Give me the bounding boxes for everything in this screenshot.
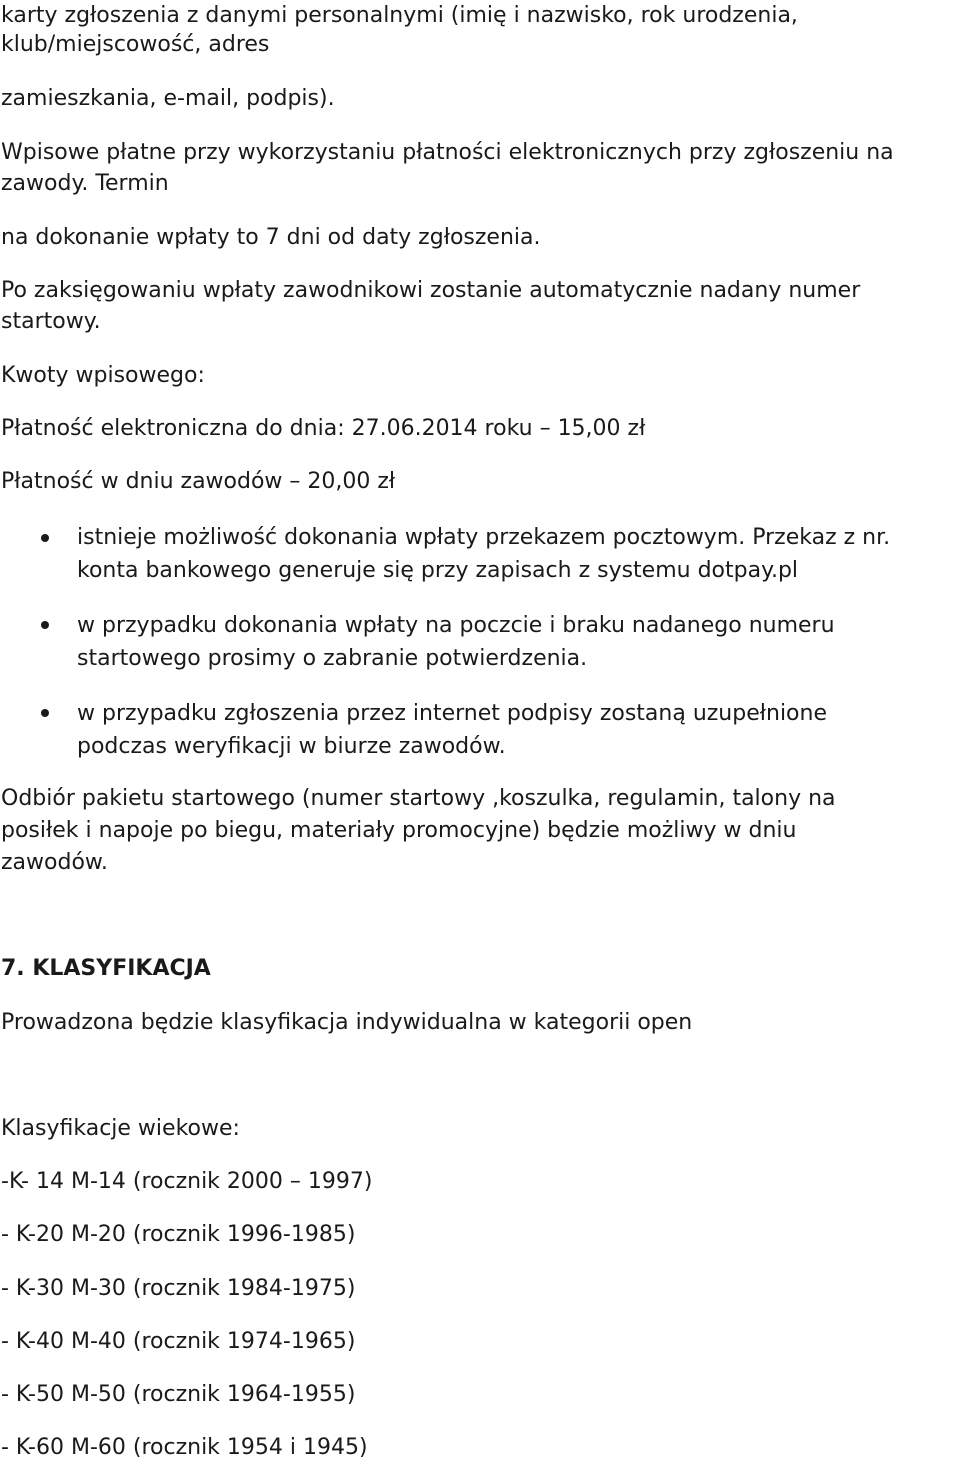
age-category-item: - K-60 M-60 (rocznik 1954 i 1945) bbox=[1, 1435, 368, 1460]
paragraph-line: karty zgłoszenia z danymi personalnymi (imię i nazwisko, rok urodzenia, bbox=[1, 3, 798, 28]
fee-online-line: Płatność elektroniczna do dnia: 27.06.2014 roku – 15,00 zł bbox=[1, 416, 646, 441]
bullet-icon bbox=[41, 709, 49, 717]
age-category-item: - K-50 M-50 (rocznik 1964-1955) bbox=[1, 1382, 356, 1407]
fees-heading: Kwoty wpisowego: bbox=[1, 363, 205, 388]
paragraph-line: zamieszkania, e-mail, podpis). bbox=[1, 86, 335, 111]
paragraph-line: klub/miejscowość, adres bbox=[1, 32, 270, 57]
list-item-text: startowego prosimy o zabranie potwierdzenia. bbox=[77, 646, 588, 671]
age-category-item: - K-40 M-40 (rocznik 1974-1965) bbox=[1, 1329, 356, 1354]
paragraph-line: zawody. Termin bbox=[1, 171, 169, 196]
bullet-icon bbox=[41, 534, 49, 542]
age-category-item: - K-20 M-20 (rocznik 1996-1985) bbox=[1, 1222, 356, 1247]
fee-onsite-line: Płatność w dniu zawodów – 20,00 zł bbox=[1, 469, 396, 494]
list-item-text: w przypadku dokonania wpłaty na poczcie i braku nadanego numeru bbox=[77, 613, 835, 638]
bullet-icon bbox=[41, 621, 49, 629]
list-item-text: podczas weryfikacji w biurze zawodów. bbox=[77, 734, 506, 759]
paragraph-line: Po zaksięgowaniu wpłaty zawodnikowi zostanie automatycznie nadany numer bbox=[1, 278, 861, 303]
paragraph-line: startowy. bbox=[1, 309, 101, 334]
paragraph-line: Odbiór pakietu startowego (numer startowy ,koszulka, regulamin, talony na bbox=[1, 786, 836, 811]
list-item-text: konta bankowego generuje się przy zapisach z systemu dotpay.pl bbox=[77, 558, 799, 583]
section-intro: Prowadzona będzie klasyfikacja indywidualna w kategorii open bbox=[1, 1010, 693, 1035]
paragraph-line: posiłek i napoje po biegu, materiały promocyjne) będzie możliwy w dniu bbox=[1, 818, 797, 843]
paragraph-line: Wpisowe płatne przy wykorzystaniu płatności elektronicznych przy zgłoszeniu na bbox=[1, 140, 894, 165]
age-category-item: - K-30 M-30 (rocznik 1984-1975) bbox=[1, 1276, 356, 1301]
paragraph-line: na dokonanie wpłaty to 7 dni od daty zgłoszenia. bbox=[1, 225, 541, 250]
age-category-item: -K- 14 M-14 (rocznik 2000 – 1997) bbox=[1, 1169, 373, 1194]
age-categories-heading: Klasyfikacje wiekowe: bbox=[1, 1116, 240, 1141]
section-heading: 7. KLASYFIKACJA bbox=[1, 956, 211, 981]
list-item-text: w przypadku zgłoszenia przez internet podpisy zostaną uzupełnione bbox=[77, 701, 827, 726]
list-item-text: istnieje możliwość dokonania wpłaty przekazem pocztowym. Przekaz z nr. bbox=[77, 525, 891, 550]
paragraph-line: zawodów. bbox=[1, 850, 108, 875]
